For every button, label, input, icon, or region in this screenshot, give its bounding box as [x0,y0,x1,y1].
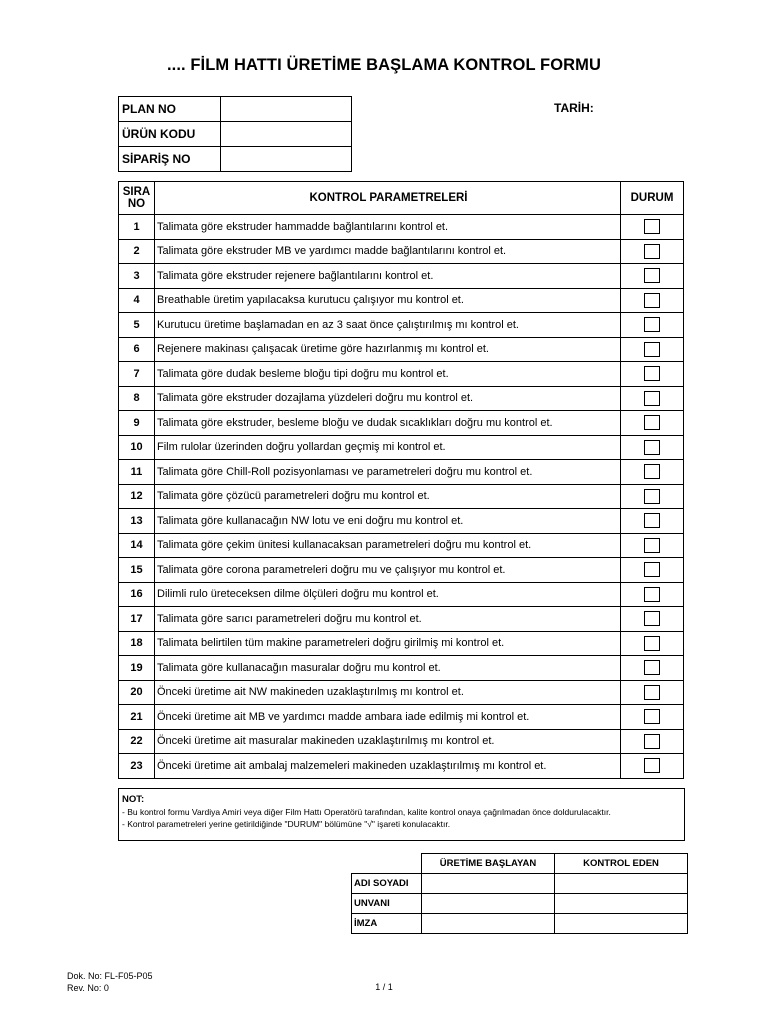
row-number: 5 [119,313,155,338]
row-number: 18 [119,631,155,656]
checklist-row [119,288,684,313]
row-status-cell [621,484,684,509]
row-number: 19 [119,656,155,681]
row-status-cell [621,435,684,460]
checklist-row [119,411,684,436]
checklist-row [119,558,684,583]
checklist-row [119,362,684,387]
row-status-cell [621,729,684,754]
checked-by-title-field[interactable] [555,894,688,914]
page-number: 1 / 1 [375,982,393,992]
col-header-status: DURUM [621,182,684,215]
checklist-row [119,607,684,632]
row-status-cell [621,264,684,289]
row-status-cell [621,362,684,387]
status-checkbox[interactable] [644,636,660,651]
checklist-row [119,705,684,730]
status-checkbox[interactable] [644,293,660,308]
name-label: ADI SOYADI [352,874,422,894]
checklist-row [119,239,684,264]
checklist-table [118,181,684,779]
form-title: .... FİLM HATTI ÜRETİME BAŞLAMA KONTROL FORMU [166,56,602,74]
checklist-row [119,631,684,656]
row-status-cell [621,558,684,583]
order-no-field[interactable] [221,147,352,172]
plan-no-field[interactable] [221,97,352,122]
checklist-row [119,729,684,754]
row-status-cell [621,631,684,656]
row-parameter-text: Talimata göre ekstruder dozajlama yüzdeleri doğru mu kontrol et. [155,386,621,411]
row-parameter-text: Talimata göre ekstruder hammadde bağlantılarını kontrol et. [155,215,621,240]
revision-number: Rev. No: 0 [67,983,109,993]
checklist-row [119,533,684,558]
row-parameter-text: Önceki üretime ait MB ve yardımcı madde ambara iade edilmiş mi kontrol et. [155,705,621,730]
checked-by-name-field[interactable] [555,874,688,894]
checklist-row [119,484,684,509]
checklist-row [119,582,684,607]
row-parameter-text: Talimata göre sarıcı parametreleri doğru mu kontrol et. [155,607,621,632]
row-status-cell [621,411,684,436]
row-parameter-text: Talimata göre corona parametreleri doğru mu ve çalışıyor mu kontrol et. [155,558,621,583]
checklist-row [119,680,684,705]
row-number: 15 [119,558,155,583]
checklist-row [119,337,684,362]
row-parameter-text: Breathable üretim yapılacaksa kurutucu çalışıyor mu kontrol et. [155,288,621,313]
col-header-checked-by: KONTROL EDEN [555,854,688,874]
note-line: - Kontrol parametreleri yerine getirildiğinde "DURUM" bölümüne "√" işareti konulacaktır. [122,819,451,829]
checklist-row [119,215,684,240]
status-checkbox[interactable] [644,391,660,406]
checklist-row [119,264,684,289]
row-status-cell [621,754,684,779]
row-number: 20 [119,680,155,705]
row-status-cell [621,656,684,681]
product-code-label: ÜRÜN KODU [119,122,221,147]
row-status-cell [621,313,684,338]
status-checkbox[interactable] [644,489,660,504]
doc-number: Dok. No: FL-F05-P05 [67,971,153,981]
checklist-row [119,754,684,779]
status-checkbox[interactable] [644,342,660,357]
row-number: 21 [119,705,155,730]
row-status-cell [621,680,684,705]
row-status-cell [621,607,684,632]
row-parameter-text: Dilimli rulo üreteceksen dilme ölçüleri doğru mu kontrol et. [155,582,621,607]
row-number: 3 [119,264,155,289]
row-number: 14 [119,533,155,558]
title-label: UNVANI [352,894,422,914]
row-status-cell [621,288,684,313]
checklist-row [119,313,684,338]
status-checkbox[interactable] [644,464,660,479]
checklist-row [119,509,684,534]
row-number: 6 [119,337,155,362]
note-heading: NOT: [122,794,145,805]
row-parameter-text: Film rulolar üzerinden doğru yollardan geçmiş mi kontrol et. [155,435,621,460]
row-parameter-text: Rejenere makinası çalışacak üretime göre hazırlanmış mı kontrol et. [155,337,621,362]
row-parameter-text: Önceki üretime ait masuralar makineden uzaklaştırılmış mı kontrol et. [155,729,621,754]
row-status-cell [621,509,684,534]
row-parameter-text: Kurutucu üretime başlamadan en az 3 saat önce çalıştırılmış mı kontrol et. [155,313,621,338]
status-checkbox[interactable] [644,538,660,553]
row-number: 16 [119,582,155,607]
col-header-param: KONTROL PARAMETRELERİ [155,182,621,215]
note-line: - Bu kontrol formu Vardiya Amiri veya diğer Film Hattı Operatörü tarafından, kalite kontrol onaya çağrılmadan önce doldurulacaktır. [122,807,611,817]
status-checkbox[interactable] [644,562,660,577]
status-checkbox[interactable] [644,758,660,773]
started-by-title-field[interactable] [422,894,555,914]
status-checkbox[interactable] [644,415,660,430]
row-number: 9 [119,411,155,436]
row-parameter-text: Talimata göre kullanacağın NW lotu ve eni doğru mu kontrol et. [155,509,621,534]
row-status-cell [621,460,684,485]
plan-no-label: PLAN NO [119,97,221,122]
started-by-signature-field[interactable] [422,914,555,934]
signature-table [351,853,688,934]
row-number: 11 [119,460,155,485]
status-checkbox[interactable] [644,366,660,381]
row-number: 22 [119,729,155,754]
col-header-started-by: ÜRETİME BAŞLAYAN [422,854,555,874]
status-checkbox[interactable] [644,244,660,259]
note-box [118,788,685,841]
status-checkbox[interactable] [644,219,660,234]
checked-by-signature-field[interactable] [555,914,688,934]
row-parameter-text: Önceki üretime ait NW makineden uzaklaştırılmış mı kontrol et. [155,680,621,705]
col-header-no-line1: SIRA [122,186,151,198]
row-parameter-text: Talimata göre ekstruder, besleme bloğu ve dudak sıcaklıkları doğru mu kontrol et. [155,411,621,436]
row-status-cell [621,215,684,240]
signature-label: İMZA [352,914,422,934]
checklist-row [119,656,684,681]
row-parameter-text: Talimata göre Chill-Roll pozisyonlaması ve parametreleri doğru mu kontrol et. [155,460,621,485]
row-parameter-text: Talimata göre çekim ünitesi kullanacaksan parametreleri doğru mu kontrol et. [155,533,621,558]
row-status-cell [621,337,684,362]
row-number: 12 [119,484,155,509]
row-number: 17 [119,607,155,632]
row-status-cell [621,386,684,411]
product-code-field[interactable] [221,122,352,147]
row-number: 10 [119,435,155,460]
row-parameter-text: Önceki üretime ait ambalaj malzemeleri makineden uzaklaştırılmış mı kontrol et. [155,754,621,779]
checklist-row [119,435,684,460]
checklist-row [119,386,684,411]
started-by-name-field[interactable] [422,874,555,894]
row-parameter-text: Talimata göre ekstruder rejenere bağlantılarını kontrol et. [155,264,621,289]
order-no-label: SİPARİŞ NO [119,147,221,172]
status-checkbox[interactable] [644,685,660,700]
row-status-cell [621,705,684,730]
signature-corner [352,854,422,874]
header-info-table [118,96,352,172]
row-status-cell [621,533,684,558]
row-parameter-text: Talimata göre çözücü parametreleri doğru mu kontrol et. [155,484,621,509]
col-header-no [119,182,155,215]
row-parameter-text: Talimata belirtilen tüm makine parametreleri doğru girilmiş mi kontrol et. [155,631,621,656]
row-number: 23 [119,754,155,779]
col-header-no-line2: NO [127,198,146,210]
row-number: 4 [119,288,155,313]
status-checkbox[interactable] [644,611,660,626]
status-checkbox[interactable] [644,268,660,283]
status-checkbox[interactable] [644,440,660,455]
row-parameter-text: Talimata göre ekstruder MB ve yardımcı madde bağlantılarını kontrol et. [155,239,621,264]
status-checkbox[interactable] [644,317,660,332]
row-status-cell [621,239,684,264]
row-parameter-text: Talimata göre kullanacağın masuralar doğru mu kontrol et. [155,656,621,681]
date-label: TARİH: [554,101,594,115]
checklist-row [119,460,684,485]
row-number: 8 [119,386,155,411]
row-number: 13 [119,509,155,534]
row-number: 2 [119,239,155,264]
status-checkbox[interactable] [644,513,660,528]
row-number: 1 [119,215,155,240]
row-parameter-text: Talimata göre dudak besleme bloğu tipi doğru mu kontrol et. [155,362,621,387]
status-checkbox[interactable] [644,587,660,602]
status-checkbox[interactable] [644,660,660,675]
status-checkbox[interactable] [644,709,660,724]
row-number: 7 [119,362,155,387]
status-checkbox[interactable] [644,734,660,749]
row-status-cell [621,582,684,607]
